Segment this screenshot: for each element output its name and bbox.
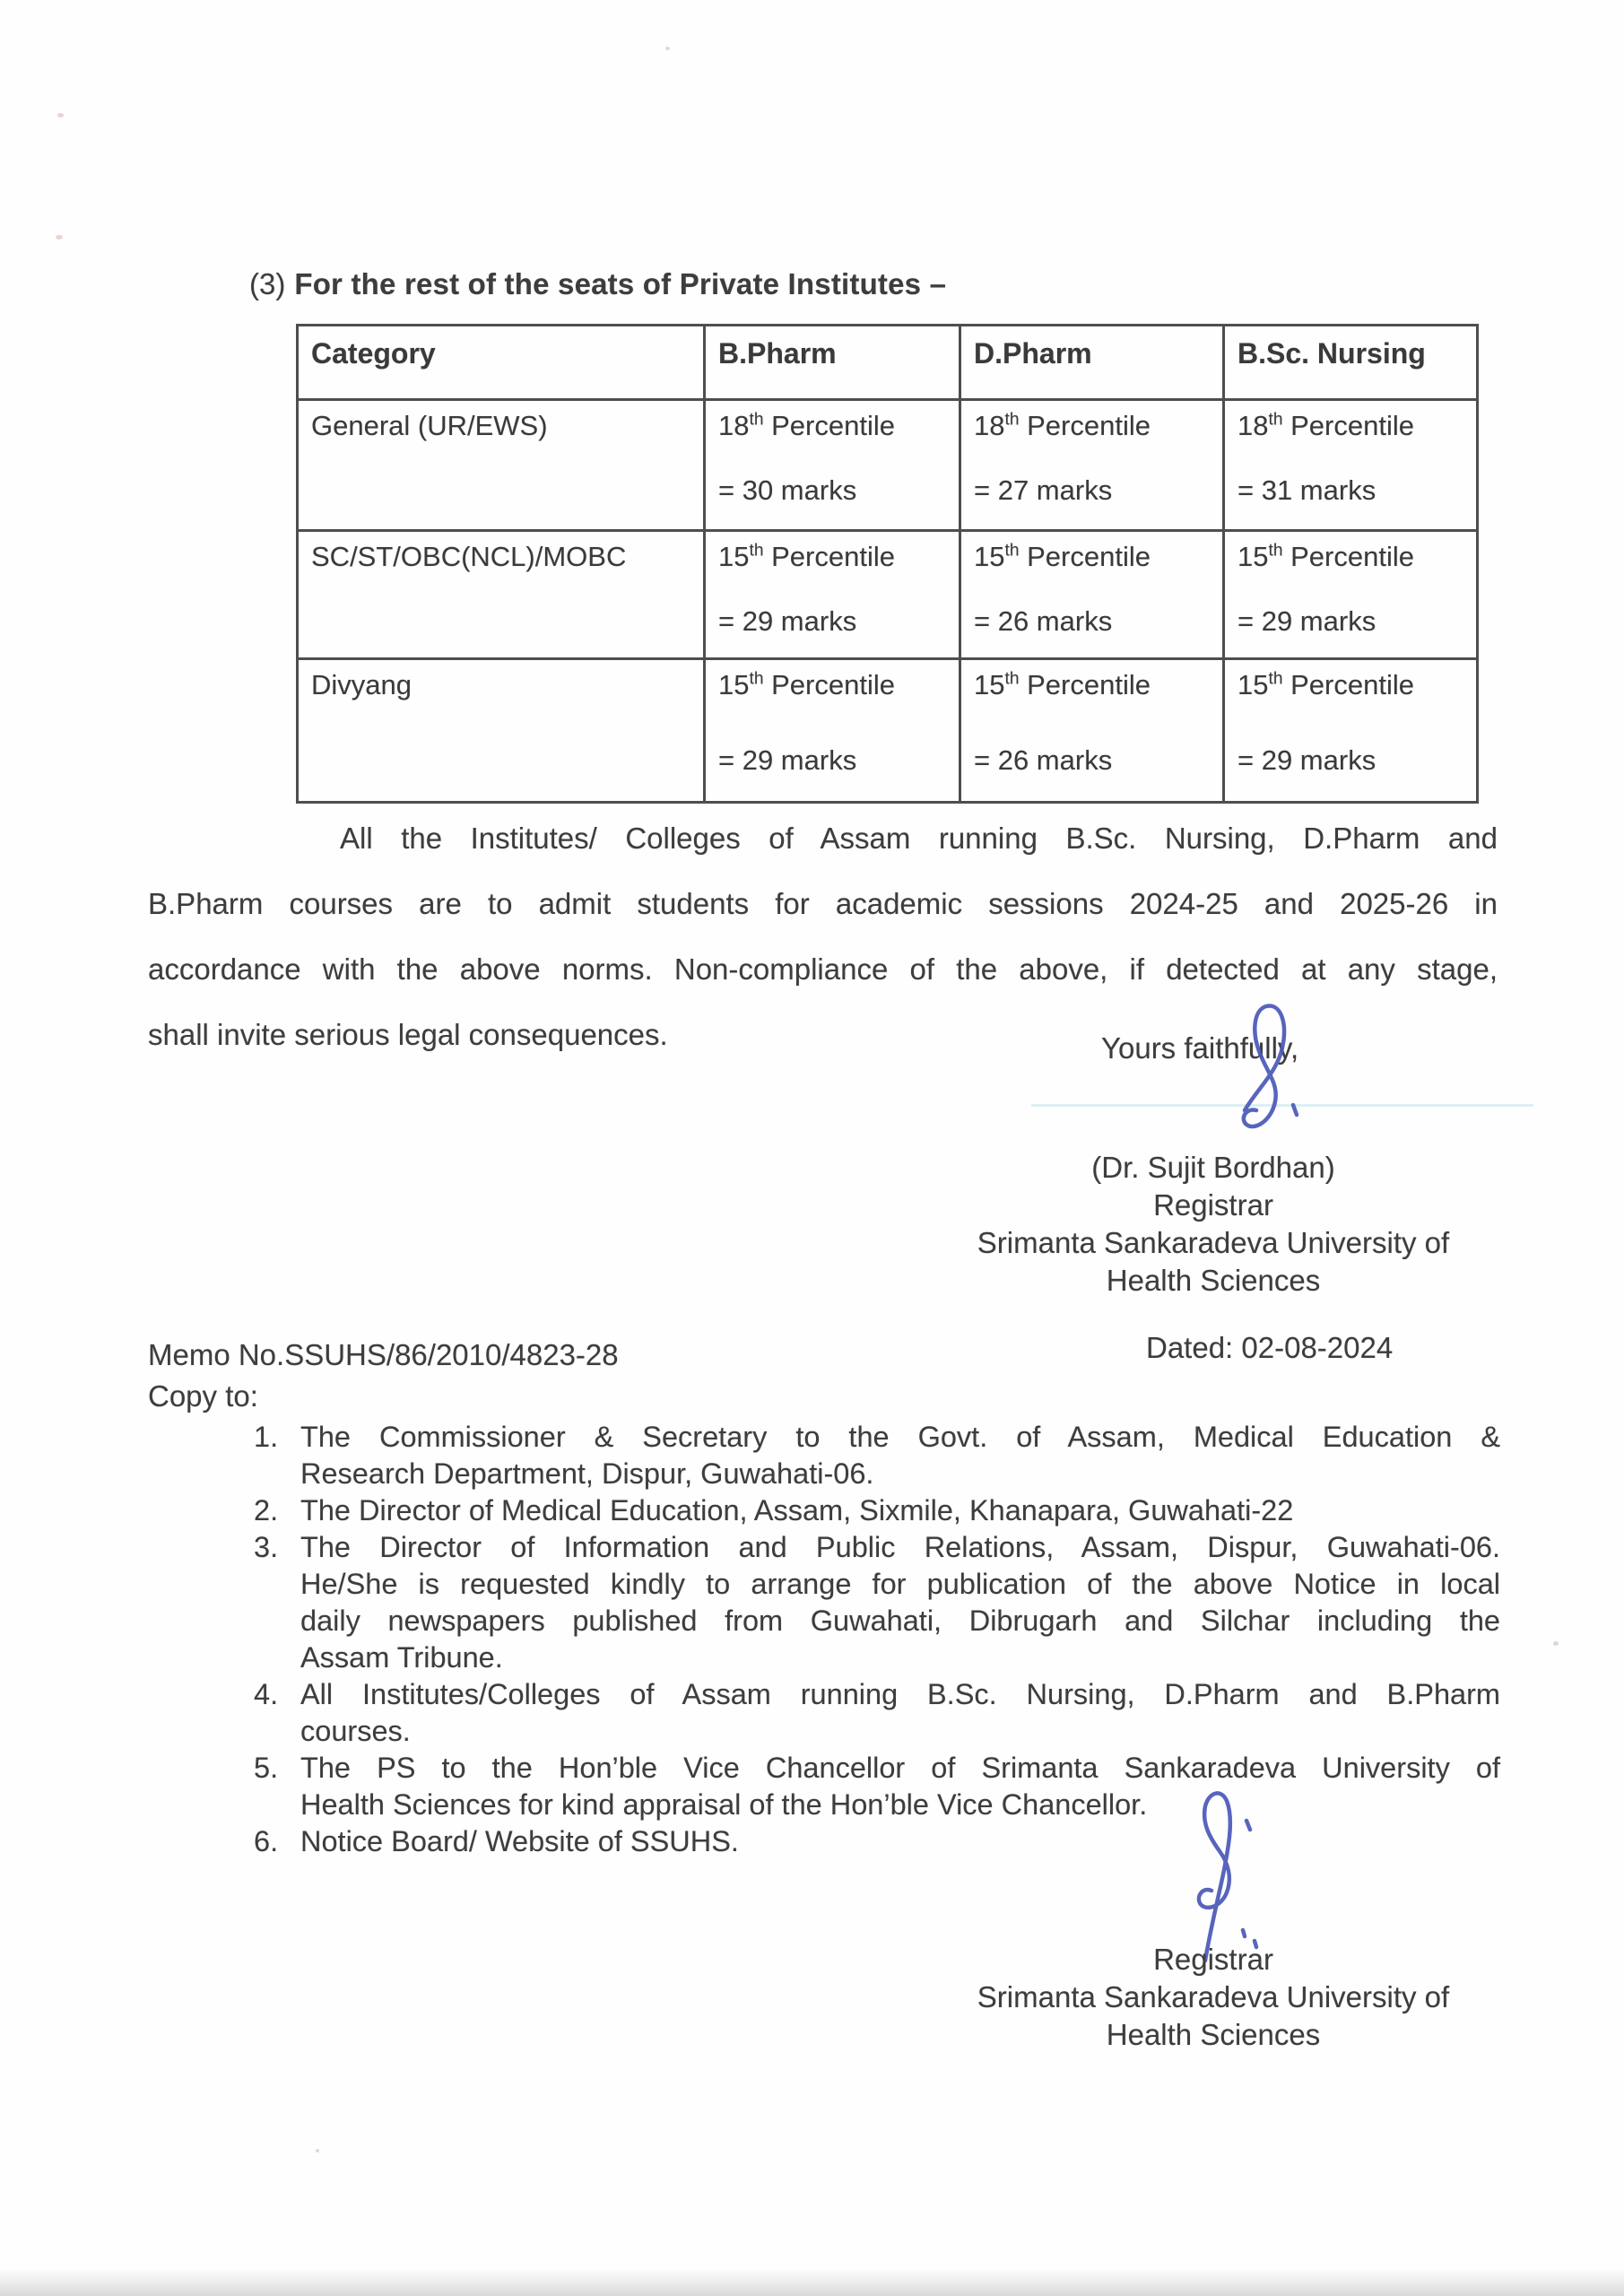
footer-signatory-block [933, 1941, 1494, 2054]
marks-value: = 29 marks [718, 605, 857, 637]
percentile-label: Percentile [1282, 541, 1414, 572]
percentile-number: 15 [1238, 669, 1269, 700]
section-number: (3) [249, 267, 286, 300]
percentile-number: 18 [718, 410, 750, 441]
footer-signatory-title: Registrar [1153, 1943, 1273, 1976]
percentile-number: 15 [718, 541, 750, 572]
percentile-line [718, 669, 951, 701]
scan-speck [665, 47, 670, 50]
percentile-number: 15 [974, 669, 1005, 700]
col-header-dpharm: D.Pharm [960, 326, 1224, 400]
memo-date: Dated: 02-08-2024 [1146, 1331, 1394, 1364]
section-heading [249, 267, 946, 301]
ordinal-suffix: th [1268, 410, 1283, 430]
table-row-sc-st-obc [298, 531, 1478, 659]
scan-speck [316, 2149, 319, 2152]
list-item-text [300, 1419, 1500, 1492]
marks-cell [1224, 531, 1478, 659]
ordinal-suffix: th [749, 410, 764, 430]
list-number: 6. [254, 1825, 279, 1857]
list-line: The Director of Medical Education, Assam, Sixmile, Khanapara, Guwahati-22 [300, 1494, 1294, 1526]
list-item-text [300, 1676, 1500, 1750]
copy-list-item [254, 1492, 1500, 1529]
col-header-category: Category [298, 326, 705, 400]
memo-number: Memo No.SSUHS/86/2010/4823-28 [148, 1338, 619, 1371]
percentile-marks-table [296, 324, 1479, 804]
category-cell: SC/ST/OBC(NCL)/MOBC [298, 531, 705, 659]
list-line: The PS to the Hon’ble Vice Chancellor of Srimanta Sankaradeva University of [300, 1752, 1500, 1784]
marks-cell [960, 531, 1224, 659]
copy-list-item [254, 1750, 1500, 1823]
percentile-label: Percentile [1019, 669, 1151, 700]
scan-speck [56, 235, 63, 239]
list-line: daily newspapers published from Guwahati, Dibrugarh and Silchar including the [300, 1605, 1500, 1637]
list-line: Health Sciences for kind appraisal of the Hon’ble Vice Chancellor. [300, 1788, 1148, 1821]
marks-value: = 30 marks [718, 474, 857, 506]
table-row-divyang [298, 659, 1478, 803]
paragraph-line: shall invite serious legal consequences. [148, 1018, 668, 1051]
marks-cell [705, 531, 960, 659]
ordinal-suffix: th [1268, 669, 1283, 689]
copy-list-item [254, 1529, 1500, 1676]
list-line: courses. [300, 1715, 411, 1747]
percentile-label: Percentile [763, 410, 895, 441]
list-number: 4. [254, 1678, 279, 1710]
table-header-row [298, 326, 1478, 400]
signatory-title: Registrar [1153, 1188, 1273, 1222]
col-header-bsc-nursing: B.Sc. Nursing [1224, 326, 1478, 400]
copy-list-item [254, 1676, 1500, 1750]
marks-value: = 29 marks [718, 744, 857, 776]
list-line: The Director of Information and Public Relations, Assam, Dispur, Guwahati-06. [300, 1531, 1500, 1563]
paragraph-line: B.Pharm courses are to admit students for academic sessions 2024-25 and 2025-26 in [148, 887, 1498, 920]
footer-signatory-org-line2: Health Sciences [1106, 2018, 1321, 2051]
list-item-text [300, 1529, 1500, 1676]
marks-cell [960, 400, 1224, 531]
percentile-line [718, 410, 951, 442]
ordinal-suffix: th [749, 669, 764, 689]
list-number: 3. [254, 1531, 279, 1563]
list-line: All Institutes/Colleges of Assam running B.Sc. Nursing, D.Pharm and B.Pharm [300, 1678, 1500, 1710]
percentile-line [974, 541, 1215, 573]
list-number: 1. [254, 1421, 279, 1453]
percentile-label: Percentile [763, 669, 895, 700]
list-item-text [300, 1492, 1500, 1529]
ordinal-suffix: th [749, 541, 764, 561]
list-number: 2. [254, 1494, 279, 1526]
marks-value: = 29 marks [1238, 744, 1376, 776]
percentile-line [1238, 541, 1469, 573]
paragraph-line: All the Institutes/ Colleges of Assam running B.Sc. Nursing, D.Pharm and [340, 822, 1498, 855]
percentile-number: 18 [1238, 410, 1269, 441]
salutation: Yours faithfully, [1101, 1031, 1299, 1065]
percentile-number: 15 [1238, 541, 1269, 572]
list-item-text [300, 1823, 1500, 1860]
list-line: Research Department, Dispur, Guwahati-06. [300, 1457, 874, 1490]
footer-signatory-org-line1: Srimanta Sankaradeva University of [977, 1980, 1450, 2013]
percentile-line [718, 541, 951, 573]
registrar-signature [1218, 1001, 1307, 1167]
section-title: For the rest of the seats of Private Institutes – [294, 267, 947, 300]
percentile-line [1238, 669, 1469, 701]
marks-cell [705, 400, 960, 531]
percentile-line [1238, 410, 1469, 442]
percentile-line [974, 410, 1215, 442]
marks-value: = 26 marks [974, 744, 1113, 776]
marks-value: = 26 marks [974, 605, 1113, 637]
scan-edge-shadow [0, 2269, 1624, 2296]
category-cell: Divyang [298, 659, 705, 803]
category-cell: General (UR/EWS) [298, 400, 705, 531]
list-number: 5. [254, 1752, 279, 1784]
copy-list-item [254, 1823, 1500, 1860]
memo-line [148, 1331, 1498, 1372]
percentile-line [974, 669, 1215, 701]
copy-list-item [254, 1419, 1500, 1492]
scan-speck [57, 113, 64, 117]
ordinal-suffix: th [1004, 669, 1020, 689]
signatory-name: (Dr. Sujit Bordhan) [1091, 1151, 1335, 1184]
marks-cell [1224, 659, 1478, 803]
ordinal-suffix: th [1268, 541, 1283, 561]
marks-value: = 29 marks [1238, 605, 1376, 637]
scan-speck [1553, 1641, 1559, 1646]
table-row-general [298, 400, 1478, 531]
signatory-org-line2: Health Sciences [1106, 1264, 1321, 1297]
marks-cell [1224, 400, 1478, 531]
paragraph-line: accordance with the above norms. Non-compliance of the above, if detected at any stage, [148, 952, 1498, 986]
percentile-label: Percentile [1019, 410, 1151, 441]
ordinal-suffix: th [1004, 410, 1020, 430]
list-line: The Commissioner & Secretary to the Govt. of Assam, Medical Education & [300, 1421, 1500, 1453]
marks-value: = 31 marks [1238, 474, 1376, 506]
list-item-text [300, 1750, 1500, 1823]
copy-list [254, 1419, 1500, 1860]
percentile-number: 15 [974, 541, 1005, 572]
marks-cell [705, 659, 960, 803]
copy-to-label: Copy to: [148, 1379, 258, 1413]
percentile-label: Percentile [763, 541, 895, 572]
percentile-label: Percentile [1282, 410, 1414, 441]
percentile-number: 18 [974, 410, 1005, 441]
list-line: He/She is requested kindly to arrange for publication of the above Notice in local [300, 1568, 1500, 1600]
col-header-bpharm: B.Pharm [705, 326, 960, 400]
percentile-label: Percentile [1019, 541, 1151, 572]
signatory-org-line1: Srimanta Sankaradeva University of [977, 1226, 1450, 1259]
ordinal-suffix: th [1004, 541, 1020, 561]
list-line: Notice Board/ Website of SSUHS. [300, 1825, 739, 1857]
marks-cell [960, 659, 1224, 803]
percentile-number: 15 [718, 669, 750, 700]
list-line: Assam Tribune. [300, 1641, 503, 1674]
signatory-block [933, 1149, 1494, 1300]
marks-value: = 27 marks [974, 474, 1113, 506]
percentile-label: Percentile [1282, 669, 1414, 700]
